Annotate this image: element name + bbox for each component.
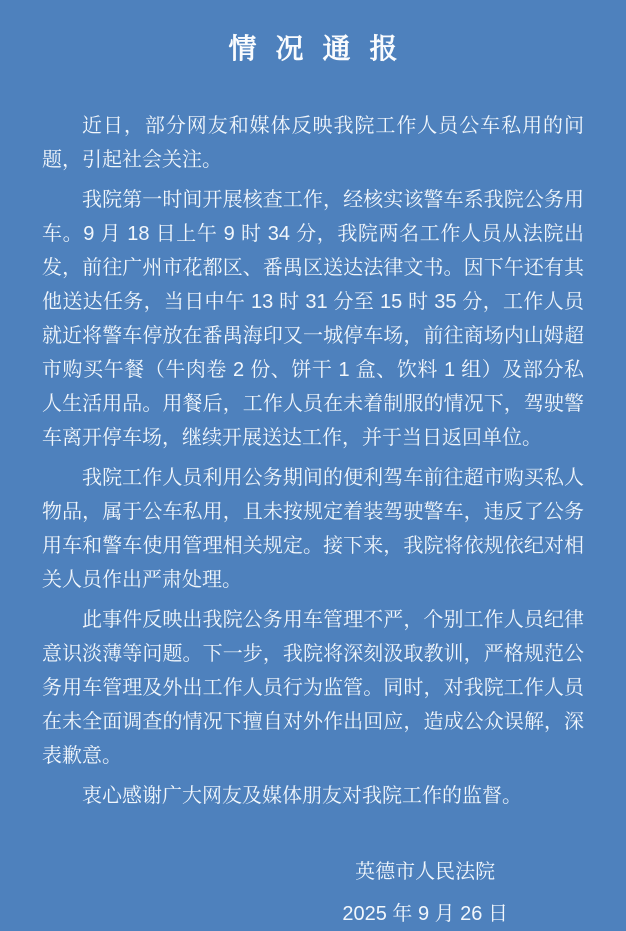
notice-paragraph-violation: 我院工作人员利用公务期间的便利驾车前往超市购买私人物品，属于公车私用，且未按规定着装驾驶警车，违反了公务用车和警车使用管理相关规定。接下来，我院将依规依纪对相关人员作出严肃处理。: [42, 467, 584, 591]
signature-date: 2025 年 9 月 26 日: [342, 903, 508, 925]
notice-paragraph-investigation: 我院第一时间开展核查工作，经核实该警车系我院公务用车。9 月 18 日上午 9 时 34 分，我院两名工作人员从法院出发，前往广州市花都区、番禺区送达法律文书。因下午还有其他送达任务，当日中午 13 时 31 分至 15 时 35 分，工作人员就近将警车停放在番禺海印又一城停车场，前往商场内山姆超市购买午餐（牛肉卷 2 份、饼干 1 盒、饮料 1 组）及部分私人生活用品。用餐后，工作人员在未着制服的情况下，驾驶警车离开停车场，继续开展送达工作，并于当日返回单位。: [42, 189, 584, 449]
signature-block: [342, 855, 508, 931]
notice-paragraph-thanks: 衷心感谢广大网友及媒体朋友对我院工作的监督。: [82, 785, 522, 807]
notice-paragraph-intro: 近日，部分网友和媒体反映我院工作人员公车私用的问题，引起社会关注。: [42, 115, 584, 171]
notice-paragraph-reflection: 此事件反映出我院公务用车管理不严，个别工作人员纪律意识淡薄等问题。下一步，我院将深刻汲取教训，严格规范公务用车管理及外出工作人员行为监管。同时，对我院工作人员在未全面调查的情况下擅自对外作出回应，造成公众误解，深表歉意。: [42, 609, 584, 767]
signature-organization: 英德市人民法院: [355, 861, 496, 883]
notice-body: [0, 109, 626, 813]
notice-title: 情 况 通 报: [228, 34, 404, 65]
